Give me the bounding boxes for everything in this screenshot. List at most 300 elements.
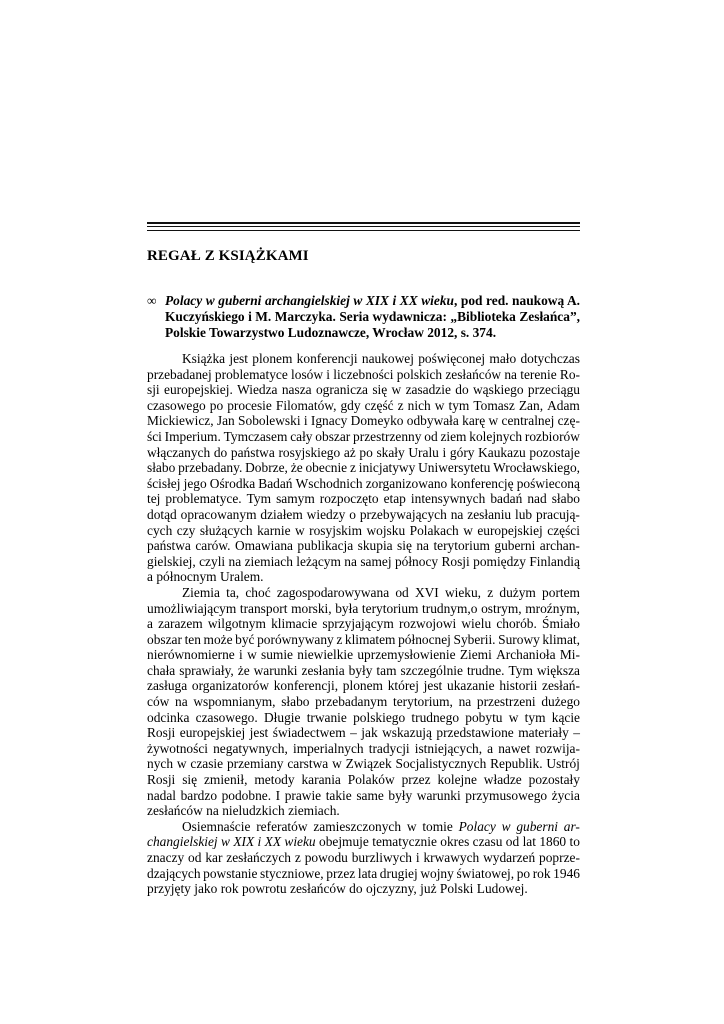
word: że xyxy=(290,460,303,476)
word: przemiany xyxy=(226,756,284,772)
word: czyli xyxy=(199,553,226,569)
text-line xyxy=(147,710,580,726)
word: guberni xyxy=(516,818,558,834)
word: przeciągu xyxy=(527,382,580,398)
word: samym xyxy=(276,491,315,507)
word: wspomnianym, xyxy=(193,694,276,710)
word: organizatorów xyxy=(191,678,269,694)
word: prawie xyxy=(284,787,322,803)
word: a xyxy=(147,569,153,585)
text-line xyxy=(147,834,580,850)
word: lat xyxy=(522,834,536,850)
text-line xyxy=(147,445,580,461)
word: dużym xyxy=(499,584,536,600)
word: ogranicza xyxy=(315,382,368,398)
word: zorganizowano xyxy=(365,475,448,491)
word: polskich xyxy=(396,366,443,382)
infinity-icon: ∞ xyxy=(147,293,157,308)
word: ścisłej xyxy=(147,475,181,491)
word: były xyxy=(388,787,413,803)
word: której xyxy=(387,678,419,694)
word: nadal xyxy=(147,787,176,803)
word: terytorium xyxy=(433,538,490,554)
word: zesłaniu xyxy=(467,506,512,522)
text-line xyxy=(147,647,580,663)
word: istniejących, xyxy=(414,740,483,756)
word: klimacie xyxy=(271,616,318,632)
text-line xyxy=(147,756,580,772)
text-line xyxy=(147,382,580,398)
word: klimat, xyxy=(542,631,580,647)
word: znaczy xyxy=(147,850,185,865)
word: wojny xyxy=(420,865,454,881)
word: na xyxy=(344,553,357,569)
word: warunki xyxy=(416,787,461,803)
word: carów. xyxy=(195,538,231,554)
word: podobne. xyxy=(221,787,272,803)
word: władze xyxy=(483,772,522,788)
word: po xyxy=(359,444,373,460)
word: części xyxy=(547,522,580,538)
word: Ziemi xyxy=(459,647,492,663)
word: północy xyxy=(394,553,439,569)
word: odcinka xyxy=(147,709,190,725)
word: gielskiej, xyxy=(147,553,196,569)
word: trudnym,o xyxy=(422,600,478,616)
word: – xyxy=(350,725,357,741)
word: nierównomierne xyxy=(147,647,235,663)
word: wielu xyxy=(461,616,492,632)
word: w xyxy=(247,647,257,663)
word: changielskiej xyxy=(147,834,218,850)
word: i xyxy=(326,366,330,382)
word: polskiego xyxy=(353,709,406,725)
word: poświęconej xyxy=(418,351,486,366)
word: XIX xyxy=(233,834,255,850)
word: przebadanym xyxy=(315,694,388,710)
word: już xyxy=(420,881,437,897)
word: konferencji xyxy=(296,351,358,366)
word: Mi- xyxy=(559,647,580,663)
word: ców xyxy=(147,694,170,710)
word: Długie xyxy=(263,709,301,725)
word: nasza xyxy=(281,382,312,398)
word: zesłańców xyxy=(147,803,203,819)
book-title: Polacy w guberni archangielskiej w XIX i XX wieku xyxy=(165,293,454,308)
word: europejskiej xyxy=(179,725,246,741)
text-line xyxy=(147,460,580,476)
word: a xyxy=(487,740,494,756)
word: losów xyxy=(291,366,324,382)
word: badań xyxy=(490,491,523,507)
word: XX xyxy=(264,834,282,850)
word: Filomatów, xyxy=(275,397,337,413)
word: kącie xyxy=(551,709,580,725)
word: czasu xyxy=(472,834,503,850)
word: transport xyxy=(239,600,288,616)
text-line xyxy=(147,803,580,819)
word: takie xyxy=(325,787,352,803)
word: 1946 xyxy=(553,865,580,881)
word: etap xyxy=(383,491,406,507)
word: na xyxy=(450,506,464,522)
word: I xyxy=(275,787,281,803)
text-line xyxy=(147,351,580,367)
word: rosyjskim xyxy=(309,522,362,538)
word: terytorium xyxy=(361,600,419,616)
word: w xyxy=(295,522,305,538)
word: nawet xyxy=(498,740,531,756)
word: od xyxy=(188,850,202,865)
text-line xyxy=(147,476,580,492)
word: i xyxy=(303,413,308,429)
word: Ziemia xyxy=(182,584,220,600)
word: bardzo xyxy=(180,787,218,803)
word: jego xyxy=(183,475,207,491)
word: słabo xyxy=(147,460,176,476)
word: konferencji, xyxy=(273,678,339,694)
review-body xyxy=(147,351,580,897)
word: Polacy xyxy=(458,818,496,834)
word: jest xyxy=(423,678,443,694)
rule-line xyxy=(147,222,580,224)
word: Śmiało xyxy=(542,616,580,632)
word: do xyxy=(455,382,469,398)
word: liczebności xyxy=(333,366,394,382)
word: w xyxy=(332,756,342,772)
word: Tym xyxy=(246,491,272,507)
word: zesłańców xyxy=(445,366,502,382)
word: karę xyxy=(462,413,486,429)
word: rozwija- xyxy=(535,740,580,756)
word: umożliwiającym xyxy=(147,600,237,616)
word: w xyxy=(434,397,445,413)
word: europejskiej xyxy=(477,522,543,538)
word: do xyxy=(349,881,363,897)
word: lata xyxy=(357,865,378,881)
word: o xyxy=(349,506,356,522)
word: Uralu xyxy=(408,444,439,460)
word: kolejne xyxy=(437,772,477,788)
text-line xyxy=(147,678,580,694)
word: to xyxy=(569,834,580,850)
word: była xyxy=(335,600,359,616)
word: archan- xyxy=(539,538,580,554)
word: Wrocławskiego, xyxy=(493,460,580,476)
word: Socjalistycznych xyxy=(395,756,487,772)
word: pracują- xyxy=(536,506,580,522)
word: czę- xyxy=(557,413,580,429)
word: ten xyxy=(184,631,201,647)
word: przebadany. xyxy=(178,460,243,476)
word: obecnie xyxy=(305,460,348,476)
book-entry xyxy=(147,293,580,341)
word: świadectwem xyxy=(272,725,346,741)
text-line xyxy=(147,554,580,570)
word: poprze- xyxy=(539,850,580,865)
word: z xyxy=(487,584,494,600)
word: Rosji xyxy=(147,725,176,741)
word: Badań xyxy=(258,475,293,491)
word: z xyxy=(397,397,404,413)
word: Tymczasem xyxy=(223,428,288,444)
word: plonem xyxy=(342,678,383,694)
word: działem xyxy=(260,506,303,522)
word: Syberii. xyxy=(453,631,496,647)
rule-line xyxy=(147,230,580,231)
word: naukowej xyxy=(361,351,414,366)
word: zesłańców xyxy=(290,881,346,897)
word: przez xyxy=(401,772,431,788)
word: z xyxy=(294,850,301,865)
word: tam xyxy=(376,662,397,678)
paragraph xyxy=(147,819,580,897)
word: ostrym, xyxy=(481,600,522,616)
word: po xyxy=(516,865,531,881)
word: się xyxy=(372,382,388,398)
text-line xyxy=(147,585,580,601)
word: słabo xyxy=(551,491,580,507)
word: Ignacy xyxy=(310,413,348,429)
word: na xyxy=(228,553,242,569)
text-line xyxy=(147,866,580,882)
text-line xyxy=(147,429,580,445)
word: Adam xyxy=(547,397,580,413)
word: Ro- xyxy=(559,366,580,382)
word: tematycznie xyxy=(372,834,437,850)
word: przestrzenny xyxy=(353,428,422,444)
word: pozostały xyxy=(528,772,580,788)
word: mroźnym, xyxy=(525,600,580,616)
word: państwa xyxy=(147,538,191,554)
word: nich xyxy=(407,397,431,413)
word: portem xyxy=(542,584,580,600)
text-line xyxy=(147,491,580,507)
word: chała xyxy=(147,662,176,678)
word: po xyxy=(209,397,224,413)
word: Polakach xyxy=(409,522,459,538)
word: część xyxy=(364,397,394,413)
word: klimatem xyxy=(344,631,396,647)
word: Uniwersytetu xyxy=(418,460,491,476)
word: opracowanym xyxy=(180,506,257,522)
word: państwa xyxy=(230,444,275,460)
word: Imperium. xyxy=(164,428,221,444)
word: w xyxy=(508,709,519,725)
word: poświeconą xyxy=(516,475,580,491)
word: w xyxy=(221,834,230,850)
word: choć xyxy=(245,584,271,600)
word: wojsku xyxy=(366,522,406,538)
word: problematyce xyxy=(214,366,288,382)
word: powrotu xyxy=(241,881,287,897)
text-line xyxy=(147,663,580,679)
word: warunki xyxy=(253,662,298,678)
word: obszar xyxy=(147,631,182,647)
word: tomie xyxy=(422,818,453,834)
word: powodu xyxy=(304,850,348,865)
word: dotąd xyxy=(147,506,177,522)
text-line xyxy=(147,616,580,632)
word: jako xyxy=(194,881,218,897)
word: Ustrój xyxy=(546,756,580,772)
word: czasie xyxy=(190,756,224,772)
word: rozbiorów xyxy=(524,428,580,444)
word: wydarzeń xyxy=(483,850,536,865)
word: północnej xyxy=(398,631,451,647)
word: i xyxy=(239,647,243,663)
word: włączanych xyxy=(147,444,211,460)
word: zesłańczych xyxy=(226,850,291,865)
word: trwanie xyxy=(306,709,347,725)
text-line xyxy=(147,523,580,539)
word: tej xyxy=(147,491,161,507)
word: Surowy xyxy=(498,631,540,647)
word: szczególnie xyxy=(400,662,463,678)
word: Zan, xyxy=(518,397,544,413)
word: na xyxy=(175,694,188,710)
word: okres xyxy=(440,834,470,850)
word: w xyxy=(176,756,187,772)
word: światowej, xyxy=(456,865,515,881)
word: burzliwych xyxy=(351,850,412,865)
word: imperialnych xyxy=(292,740,364,756)
word: zmienił, xyxy=(203,772,248,788)
word: ziemiach. xyxy=(288,803,340,819)
word: wąskiego xyxy=(473,382,524,398)
word: dużego xyxy=(541,694,580,710)
word: kar xyxy=(205,850,223,865)
word: życia xyxy=(551,787,580,803)
word: się xyxy=(182,772,198,788)
text-line xyxy=(147,632,580,648)
word: w xyxy=(406,818,417,834)
word: Kaukazu xyxy=(478,444,526,460)
word: drugiej xyxy=(379,865,418,881)
word: zamieszczonych xyxy=(313,818,402,834)
word: Tym xyxy=(508,662,533,678)
word: tym xyxy=(448,397,470,413)
word: centralnej xyxy=(501,413,555,429)
word: ar- xyxy=(563,818,580,834)
word: krwawych xyxy=(423,850,480,865)
word: przymusowego xyxy=(465,787,548,803)
word: jest xyxy=(249,725,269,741)
word: samej xyxy=(360,553,392,569)
word: przedstawione xyxy=(436,725,514,741)
word: Archanioła xyxy=(496,647,556,663)
word: Tomasz xyxy=(473,397,515,413)
word: kolejnych xyxy=(469,428,523,444)
word: dzających xyxy=(147,865,201,881)
word: problematyce. xyxy=(165,491,242,507)
word: z xyxy=(349,460,356,476)
word: leżącym xyxy=(296,553,341,569)
paragraph xyxy=(147,351,580,585)
word: aż xyxy=(343,444,356,460)
word: metody xyxy=(254,772,295,788)
word: Omawiana xyxy=(234,538,293,554)
word: sji xyxy=(147,382,160,398)
word: wilgotnym xyxy=(207,616,266,632)
word: Książka xyxy=(182,351,226,366)
text-line xyxy=(147,413,580,429)
word: negatywnych, xyxy=(213,740,288,756)
word: niewielkie xyxy=(297,647,354,663)
word: Jan xyxy=(216,413,235,429)
word: materiały xyxy=(518,725,569,741)
text-line xyxy=(147,772,580,788)
word: być xyxy=(235,631,255,647)
word: dotychczas xyxy=(520,351,580,366)
word: czy xyxy=(176,522,196,538)
text-line xyxy=(147,398,580,414)
text-line xyxy=(147,725,580,741)
word: powstanie xyxy=(203,865,258,881)
word: Wschodnich xyxy=(295,475,363,491)
word: zagospodarowywana xyxy=(276,584,390,600)
word: wiedzy xyxy=(306,506,346,522)
word: a xyxy=(147,616,153,632)
word: odbywała xyxy=(406,413,459,429)
word: sprawiały, xyxy=(179,662,234,678)
word: intensywnych xyxy=(410,491,486,507)
word: ukazanie xyxy=(447,678,495,694)
word: procesie xyxy=(227,397,272,413)
word: na xyxy=(416,538,429,554)
word: ziem xyxy=(440,428,467,444)
word: Rosji xyxy=(147,772,176,788)
header-rules xyxy=(147,222,580,233)
word: pozostaje xyxy=(529,444,580,460)
word: były xyxy=(348,662,373,678)
word: przez xyxy=(326,865,356,881)
word: rok xyxy=(532,865,551,881)
word: terytorium, xyxy=(393,694,453,710)
section-title: REGAŁ Z KSIĄŻKAMI xyxy=(147,248,309,264)
word: uprzemysłowienie xyxy=(357,647,456,663)
word: nieludzkich xyxy=(222,803,285,819)
word: cały xyxy=(290,428,313,444)
word: Osiemnaście xyxy=(182,818,251,834)
word: północnym xyxy=(156,569,217,585)
word: wieku xyxy=(284,834,316,850)
text-line xyxy=(147,850,580,866)
word: się xyxy=(397,538,412,554)
word: morski, xyxy=(291,600,332,616)
word: XVI xyxy=(414,584,439,600)
word: Polski xyxy=(439,881,474,897)
word: wskazują xyxy=(382,725,432,741)
word: zesłania xyxy=(301,662,345,678)
word: styczniowe, xyxy=(260,865,324,881)
word: na xyxy=(206,803,219,819)
word: rozwojowi xyxy=(398,616,457,632)
word: zarazem xyxy=(158,616,203,632)
word: historii xyxy=(499,678,538,694)
word: skupia xyxy=(357,538,393,554)
book-citation xyxy=(165,293,580,341)
word: i xyxy=(442,444,447,460)
word: trudne. xyxy=(466,662,505,678)
word: od xyxy=(424,428,438,444)
word: Uralem. xyxy=(220,569,264,585)
word: ta, xyxy=(226,584,240,600)
word: czasowego. xyxy=(195,709,258,725)
word: na xyxy=(504,366,517,382)
word: zasadzie xyxy=(405,382,451,398)
word: ojczyzny, xyxy=(365,881,417,897)
